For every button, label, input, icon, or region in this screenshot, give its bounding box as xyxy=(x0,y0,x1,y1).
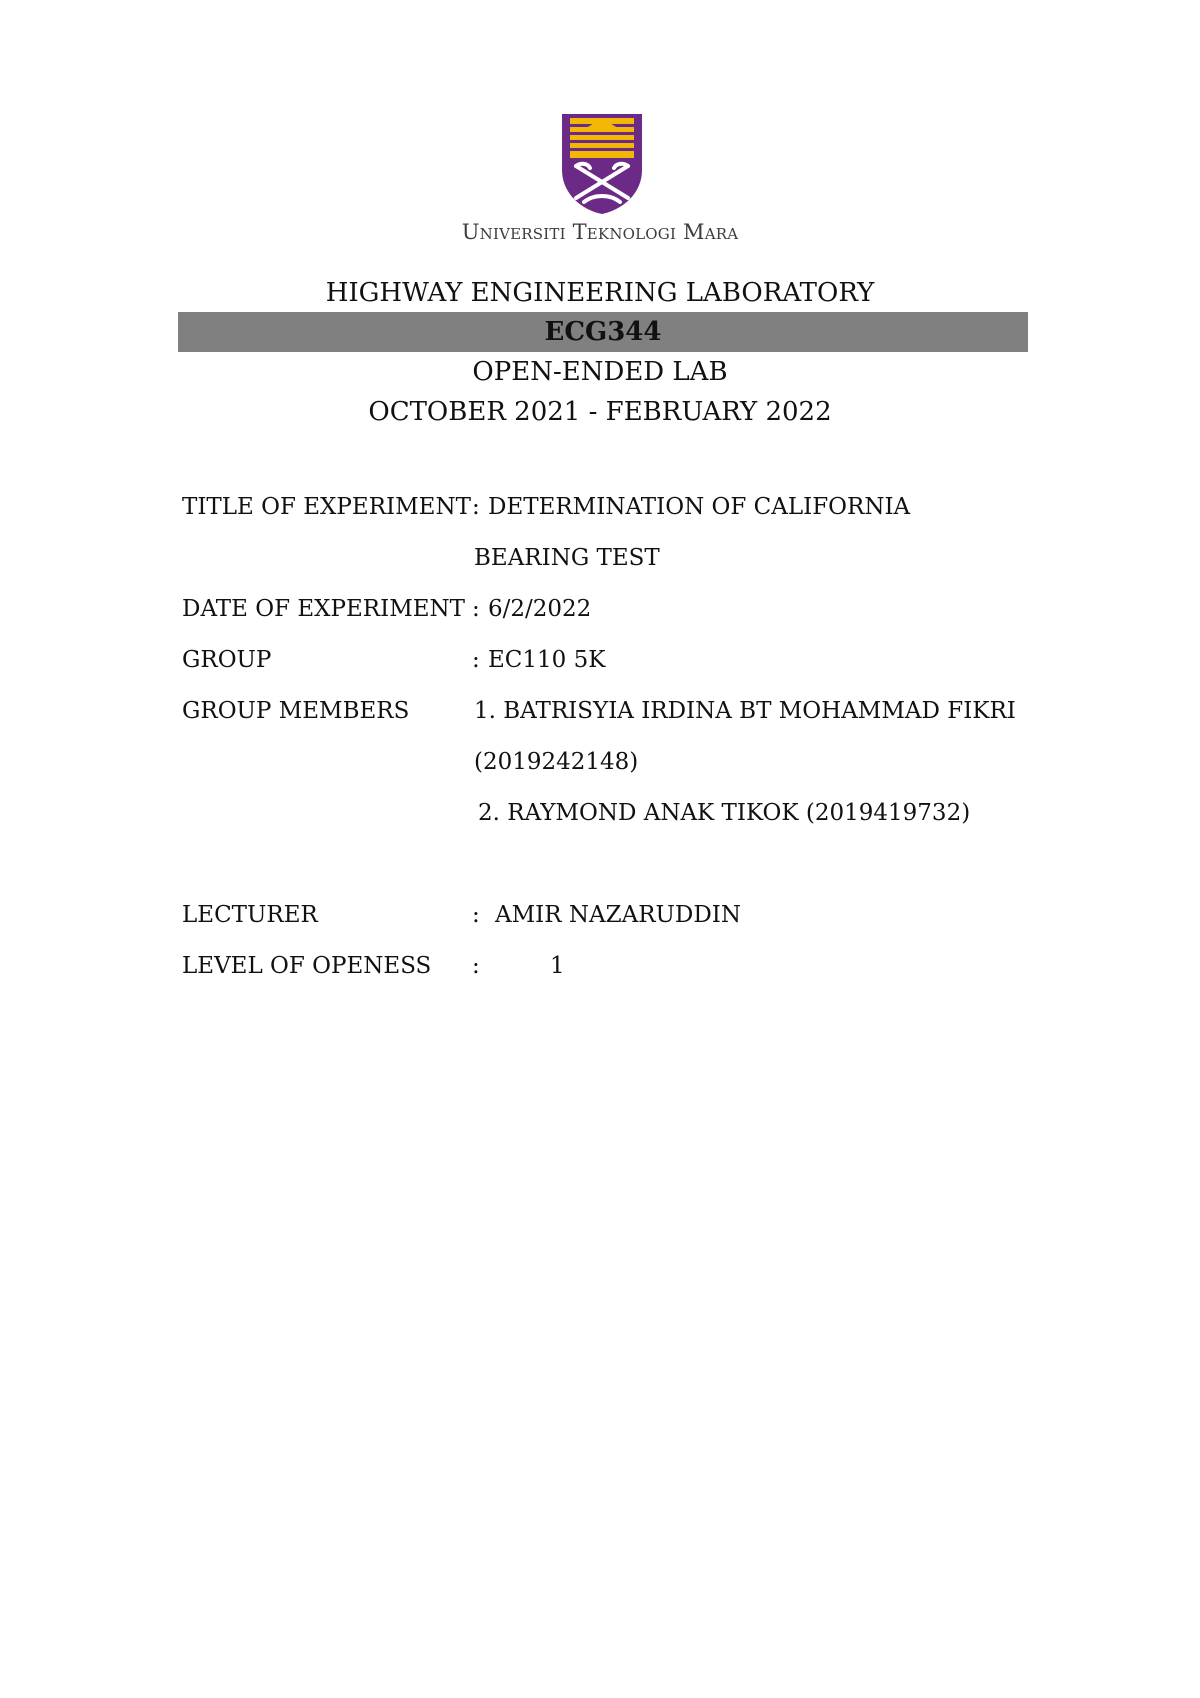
uitm-crest-logo xyxy=(560,112,644,216)
members-label: GROUP MEMBERS xyxy=(182,698,410,724)
openness-separator: : xyxy=(472,953,480,979)
group-separator: : xyxy=(472,647,480,673)
lab-type: OPEN-ENDED LAB xyxy=(472,357,728,387)
openness-value: 1 xyxy=(550,953,565,979)
lecturer-separator: : xyxy=(472,902,480,928)
title-value-line2: BEARING TEST xyxy=(474,545,660,571)
member-1-line2: (2019242148) xyxy=(474,749,639,775)
title-separator: : xyxy=(472,494,480,520)
lab-title: HIGHWAY ENGINEERING LABORATORY xyxy=(325,278,875,308)
semester: OCTOBER 2021 - FEBRUARY 2022 xyxy=(368,397,832,427)
group-value: EC110 5K xyxy=(488,647,606,673)
date-separator: : xyxy=(472,596,480,622)
title-value-line1: DETERMINATION OF CALIFORNIA xyxy=(488,494,911,520)
member-1-line1: 1. BATRISYIA IRDINA BT MOHAMMAD FIKRI xyxy=(474,698,1016,724)
member-2-line1: 2. RAYMOND ANAK TIKOK (2019419732) xyxy=(478,800,971,826)
openness-label: LEVEL OF OPENESS xyxy=(182,953,432,979)
university-wordmark: Universiti Teknologi Mara xyxy=(461,220,739,244)
course-code: ECG344 xyxy=(544,317,662,347)
date-value: 6/2/2022 xyxy=(488,596,592,622)
group-label: GROUP xyxy=(182,647,272,673)
lecturer-value: AMIR NAZARUDDIN xyxy=(495,902,741,928)
lecturer-label: LECTURER xyxy=(182,902,318,928)
title-label: TITLE OF EXPERIMENT xyxy=(182,494,471,520)
date-label: DATE OF EXPERIMENT xyxy=(182,596,465,622)
course-code-bar xyxy=(178,312,1028,352)
